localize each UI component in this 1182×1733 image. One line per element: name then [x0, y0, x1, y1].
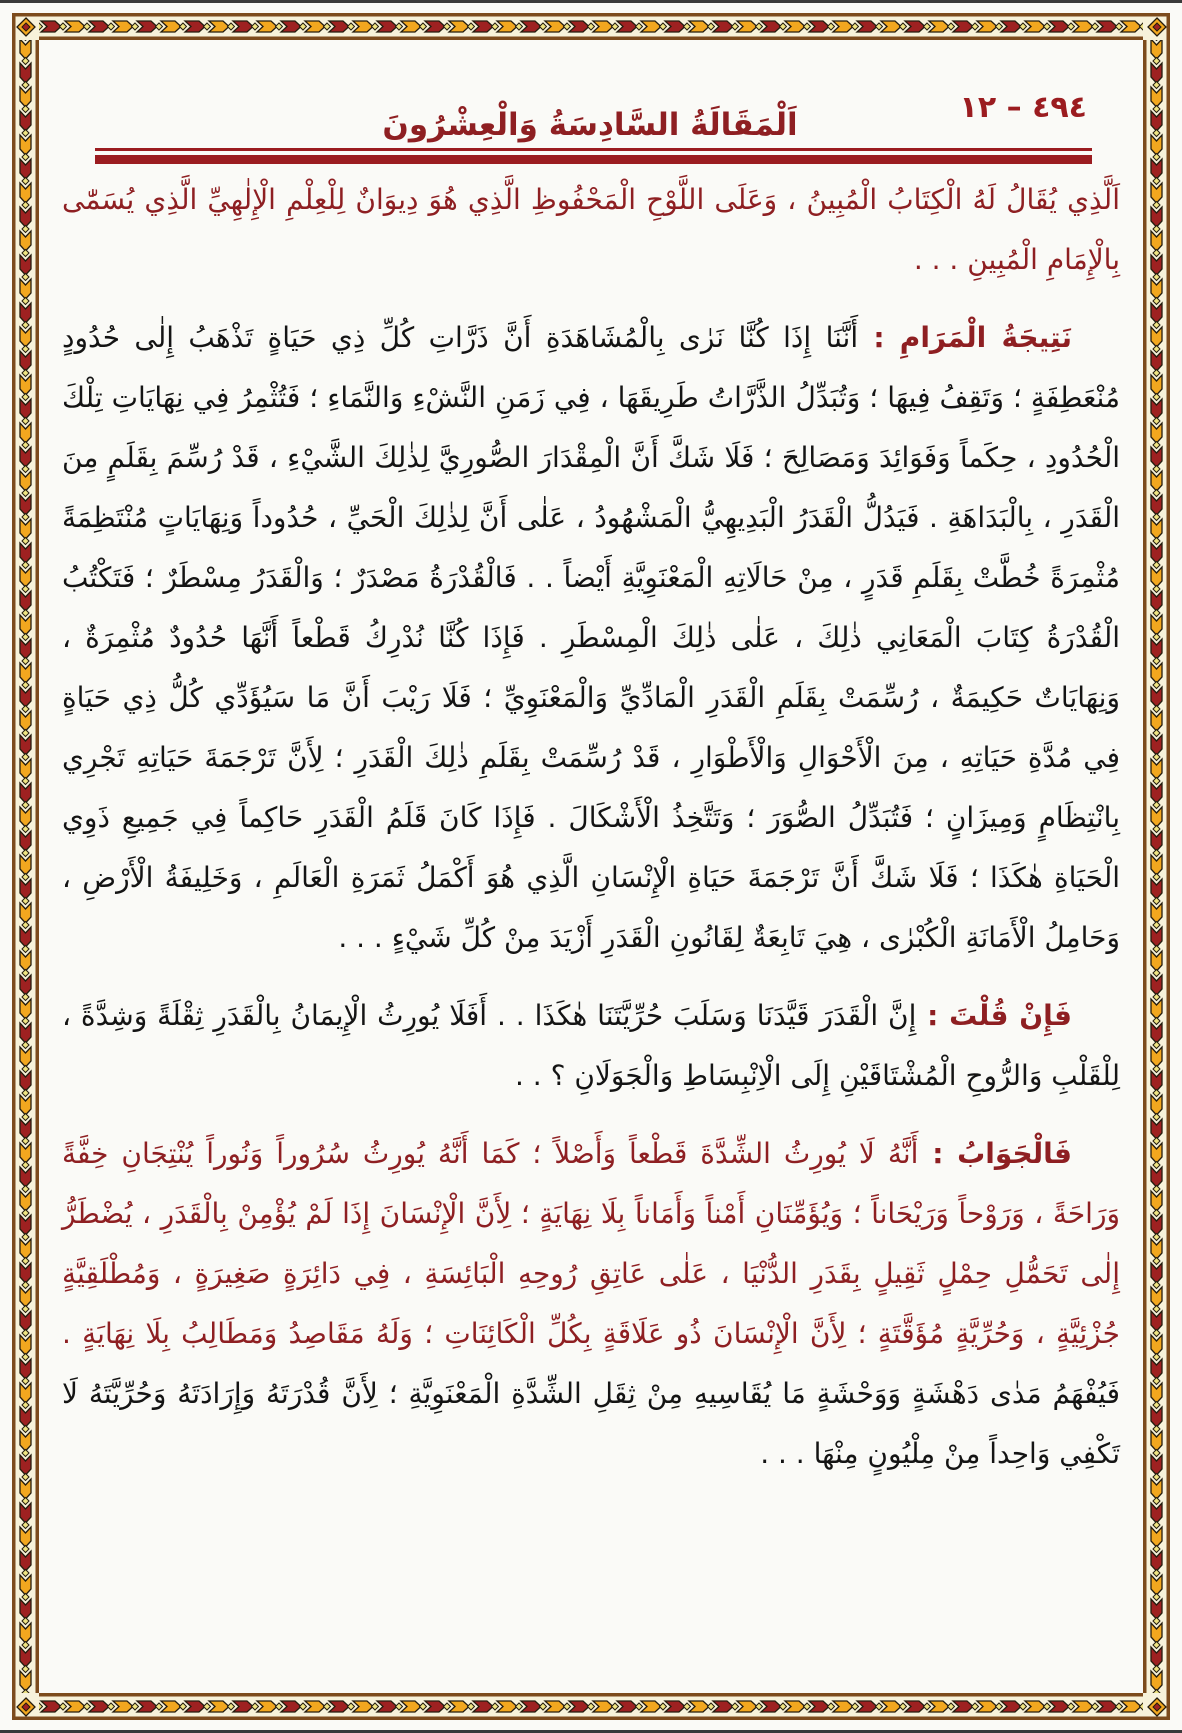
header-divider-thick-line — [95, 155, 1092, 164]
ornamental-border-left — [12, 13, 39, 1720]
ornamental-border-corner — [1143, 1693, 1170, 1720]
ornamental-border-top — [39, 13, 1143, 40]
ornamental-border-corner — [12, 13, 39, 40]
body-text — [62, 170, 1120, 1502]
text-run-black: إِنَّ الْقَدَرَ قَيَّدَنَا وَسَلَبَ حُرِّيَّتَنَا هٰكَذَا . . أَفَلَا يُورِثُ الْإِيمَانُ بِالْقَدَرِ ثِقْلَةً وَشِدَّةً ، لِلْقَلْبِ وَالرُّوحِ الْمُشْتَاقَيْنِ إِلَى الْاِنْبِسَاطِ وَالْجَوَلَانِ ؟ . . — [62, 999, 1120, 1092]
text-run-black: فَيُفْهَمُ مَدٰى دَهْشَةٍ وَوَحْشَةٍ مَا يُقَاسِيهِ مِنْ ثِقَلِ الشِّدَّةِ الْمَعْنَوِيَّةِ ؛ لِأَنَّ قُدْرَتَهُ وَإِرَادَتَهُ وَحُرِّيَّتَهُ لَا تَكْفِي وَاحِداً مِنْ مِلْيُونٍ مِنْهَا . . . — [62, 1377, 1120, 1470]
page-title: اَلْمَقَالَةُ السَّادِسَةُ وَالْعِشْرُونَ — [382, 106, 798, 143]
ornamental-border-bottom — [39, 1693, 1143, 1720]
paragraph-continuation — [62, 170, 1120, 290]
ornamental-border-corner — [1143, 13, 1170, 40]
paragraph-fal-jawab — [62, 1124, 1120, 1484]
text-run-red: اَلَّذِي يُقَالُ لَهُ الْكِتَابُ الْمُبِينُ ، وَعَلَى اللَّوْحِ الْمَحْفُوظِ الَّذِي هُوَ دِيوَانٌ لِلْعِلْمِ الْإِلٰهِيِّ الَّذِي يُسَمّٰى بِالْإِمَامِ الْمُبِينِ . . . — [62, 183, 1120, 276]
page-number: ٤٩٤ – ١٢ — [959, 90, 1087, 125]
text-run-lead: نَتِيجَةُ الْمَرَامِ : — [858, 321, 1072, 354]
header-divider — [95, 148, 1092, 164]
header-divider-thin-line — [95, 148, 1092, 151]
page-top-edge-line — [0, 0, 1182, 3]
paragraph-fa-in-qulta — [62, 986, 1120, 1106]
text-run-black: أَنَّنَا إِذَا كُنَّا نَرٰى بِالْمُشَاهَدَةِ أَنَّ ذَرَّاتِ كُلِّ ذِي حَيَاةٍ تَذْهَبُ إِلٰى حُدُودٍ مُنْعَطِفَةٍ ؛ وَتَقِفُ فِيهَا ؛ وَتُبَدِّلُ الذَّرَّاتُ طَرِيقَهَا ، فِي زَمَنِ النَّشْءِ وَالنَّمَاءِ ؛ فَتُثْمِرُ فِي نِهَايَاتِ تِلْكَ الْحُدُودِ ، حِكَماً وَفَوَائِدَ وَمَصَالِحَ ؛ فَلَا شَكَّ أَنَّ الْمِقْدَارَ الصُّورِيَّ لِذٰلِكَ الشَّيْءِ ، قَدْ رُسِّمَ بِقَلَمٍ مِنَ الْقَدَرِ ، بِالْبَدَاهَةِ . فَيَدُلُّ الْقَدَرُ الْبَدِيهِيُّ الْمَشْهُودُ ، عَلٰى أَنَّ لِذٰلِكَ الْحَيِّ ، حُدُوداً وَنِهَايَاتٍ مُنْتَظِمَةً مُثْمِرَةً خُطَّتْ بِقَلَمِ قَدَرٍ ، مِنْ حَالَاتِهِ الْمَعْنَوِيَّةِ أَيْضاً . . فَالْقُدْرَةُ مَصْدَرٌ ؛ وَالْقَدَرُ مِسْطَرٌ ؛ فَتَكْتُبُ الْقُدْرَةُ كِتَابَ الْمَعَانِي ذٰلِكَ ، عَلٰى ذٰلِكَ الْمِسْطَرِ . فَإِذَا كُنَّا نُدْرِكُ قَطْعاً أَنَّهَا حُدُودٌ مُثْمِرَةٌ ، وَنِهَايَاتٌ حَكِيمَةٌ ، رُسِّمَتْ بِقَلَمِ الْقَدَرِ الْمَادِّيِّ وَالْمَعْنَوِيِّ ؛ فَلَا رَيْبَ أَنَّ مَا سَيُؤَدِّي كُلُّ ذِي حَيَاةٍ فِي مُدَّةِ حَيَاتِهِ ، مِنَ الْأَحْوَالِ وَالْأَطْوَارِ ، قَدْ رُسِّمَتْ بِقَلَمِ ذٰلِكَ الْقَدَرِ ؛ لِأَنَّ تَرْجَمَةَ حَيَاتِهِ تَجْرِي بِانْتِظَامٍ وَمِيزَانٍ ؛ فَتُبَدِّلُ الصُّوَرَ ؛ وَتَتَّخِذُ الْأَشْكَالَ . فَإِذَا كَانَ قَلَمُ الْقَدَرِ حَاكِماً فِي جَمِيعِ ذَوِي الْحَيَاةِ هٰكَذَا ؛ فَلَا شَكَّ أَنَّ تَرْجَمَةَ حَيَاةِ الْإِنْسَانِ الَّذِي هُوَ أَكْمَلُ ثَمَرَةِ الْعَالَمِ ، وَخَلِيفَةُ الْأَرْضِ ، وَحَامِلُ الْأَمَانَةِ الْكُبْرٰى ، هِيَ تَابِعَةٌ لِقَانُونِ الْقَدَرِ أَزْيَدَ مِنْ كُلِّ شَيْءٍ . . . — [62, 321, 1120, 954]
text-run-lead: فَإِنْ قُلْتَ : — [916, 999, 1072, 1032]
text-run-red: أَنَّهُ لَا يُورِثُ الشِّدَّةَ قَطْعاً وَأَصْلاً ؛ كَمَا أَنَّهُ يُورِثُ سُرُوراً وَنُوراً يُنْتِجَانِ خِفَّةً وَرَاحَةً ، وَرَوْحاً وَرَيْحَاناً ؛ وَيُؤَمِّنَانِ أَمْناً وَأَمَاناً بِلَا نِهَايَةٍ ؛ لِأَنَّ الْإِنْسَانَ إِذَا لَمْ يُؤْمِنْ بِالْقَدَرِ ، يُضْطَرُّ إِلٰى تَحَمُّلِ حِمْلٍ ثَقِيلٍ بِقَدَرِ الدُّنْيَا ، عَلٰى عَاتِقِ رُوحِهِ الْبَائِسَةِ ، فِي دَائِرَةٍ صَغِيرَةٍ ، وَمُطْلَقِيَّةٍ جُزْئِيَّةٍ ، وَحُرِّيَّةٍ مُؤَقَّتَةٍ ؛ لِأَنَّ الْإِنْسَانَ ذُو عَلَاقَةٍ بِكُلِّ الْكَائِنَاتِ ؛ وَلَهُ مَقَاصِدُ وَمَطَالِبُ بِلَا نِهَايَةٍ . — [62, 1137, 1120, 1350]
paragraph-natijat-al-maram — [62, 308, 1120, 968]
ornamental-border-right — [1143, 13, 1170, 1720]
text-run-lead: فَالْجَوَابُ : — [918, 1137, 1072, 1170]
ornamental-border-corner — [12, 1693, 39, 1720]
